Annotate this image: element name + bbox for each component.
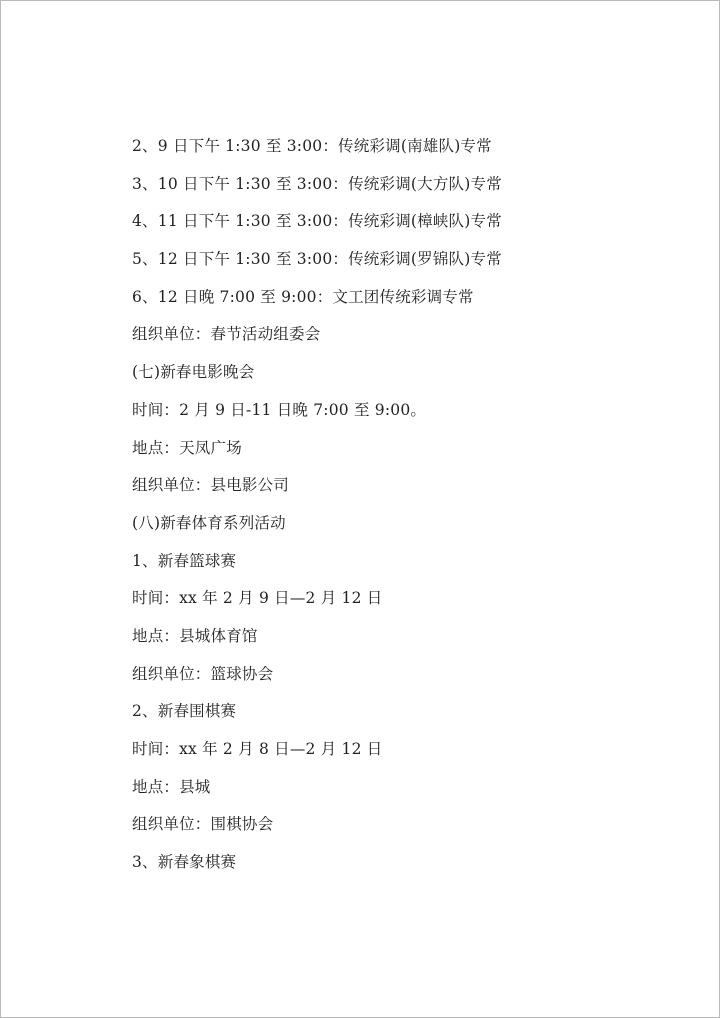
text-line: 组织单位：县电影公司 (132, 476, 290, 495)
text-line: 时间：xx 年 2 月 9 日—2 月 12 日 (132, 589, 383, 608)
text-line: 地点：县城体育馆 (132, 626, 258, 645)
subsection-heading: 3、新春象棋赛 (132, 853, 237, 872)
text-line: 组织单位：围棋协会 (132, 815, 274, 834)
subsection-heading: 2、新春围棋赛 (132, 702, 237, 721)
text-line: 组织单位：篮球协会 (132, 664, 274, 683)
text-line: 6、12 日晚 7:00 至 9:00：文工团传统彩调专常 (132, 287, 474, 306)
section-heading: (八)新春体育系列活动 (132, 513, 286, 532)
section-heading: (七)新春电影晚会 (132, 363, 255, 382)
text-line: 时间：xx 年 2 月 8 日—2 月 12 日 (132, 740, 383, 758)
text-line: 地点：天凤广场 (132, 438, 242, 457)
text-line: 2、9 日下午 1:30 至 3:00：传统彩调(南雄队)专常 (132, 137, 492, 155)
text-line: 5、12 日下午 1:30 至 3:00：传统彩调(罗锦队)专常 (132, 250, 502, 269)
subsection-heading: 1、新春篮球赛 (132, 551, 237, 570)
text-line: 4、11 日下午 1:30 至 3:00：传统彩调(樟峡队)专常 (132, 212, 502, 231)
text-line: 时间：2 月 9 日-11 日晚 7:00 至 9:00。 (132, 400, 427, 419)
text-line: 组织单位：春节活动组委会 (132, 325, 321, 344)
text-line: 地点：县城 (132, 777, 211, 796)
document-body (132, 133, 699, 887)
text-line: 3、10 日下午 1:30 至 3:00：传统彩调(大方队)专常 (132, 174, 502, 193)
